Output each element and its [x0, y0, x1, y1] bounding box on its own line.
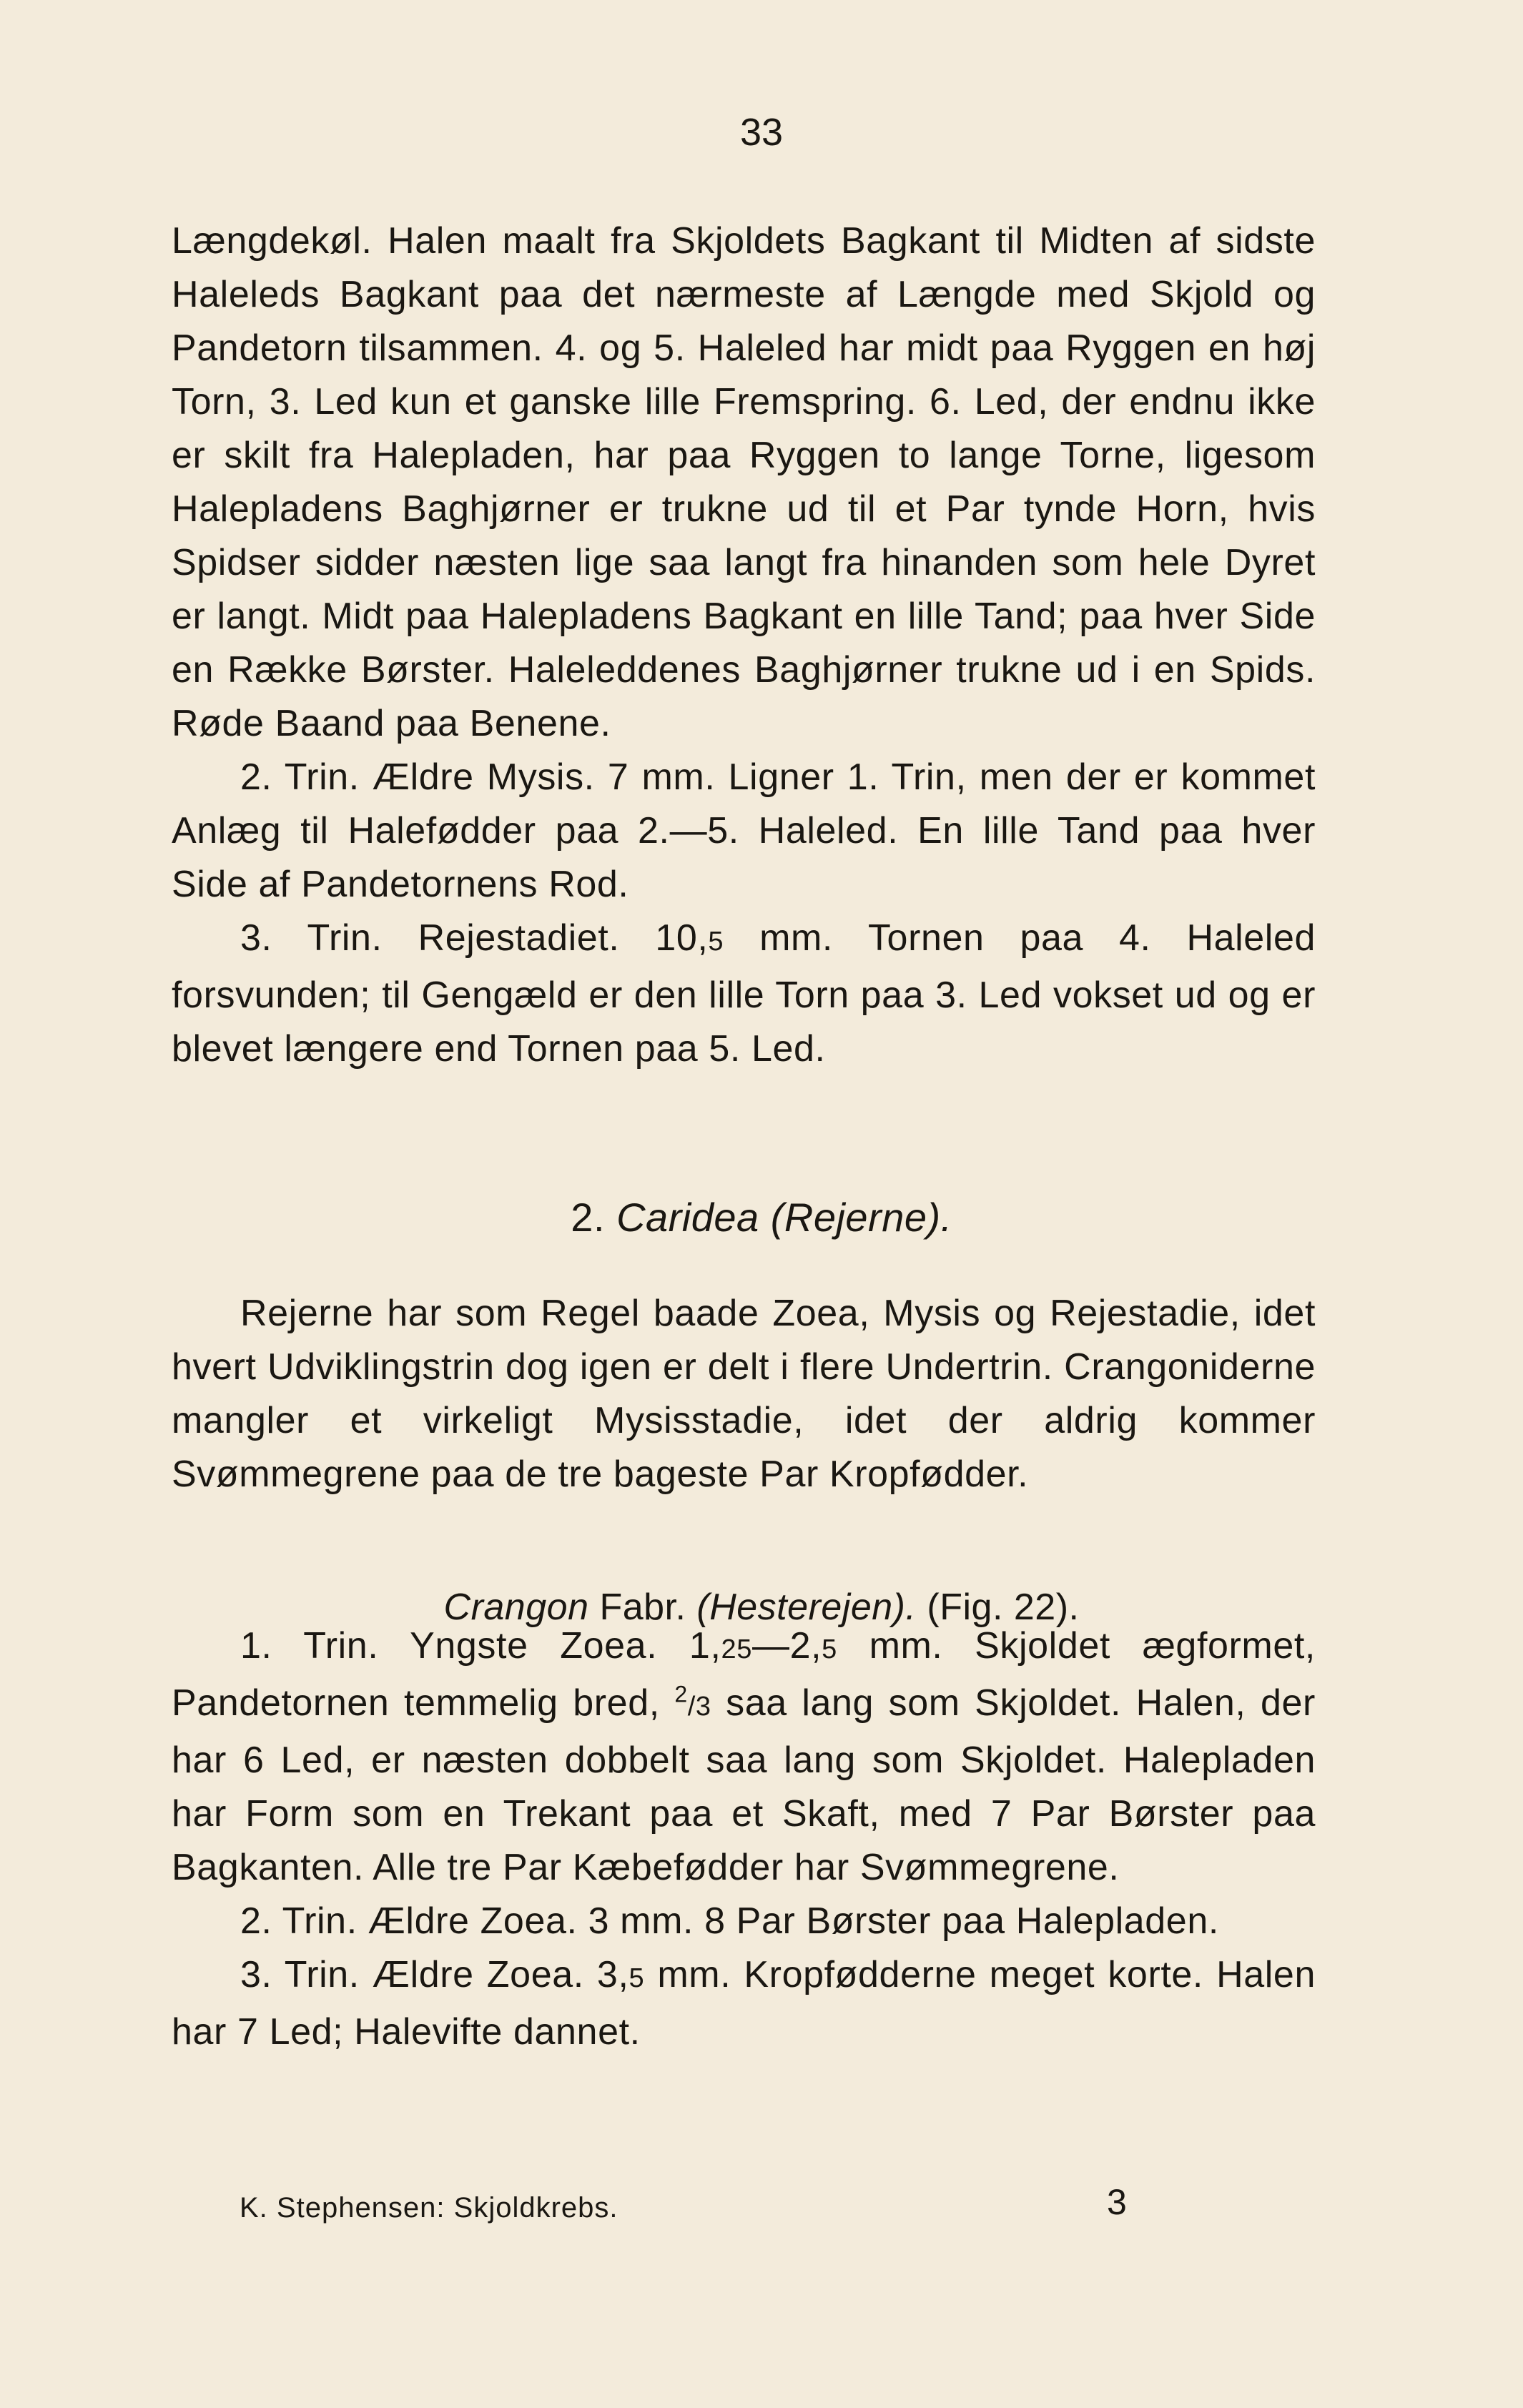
common-name: (Hesterejen).: [696, 1587, 917, 1628]
genus-name: Crangon: [443, 1587, 589, 1628]
stage-name: Ældre Zoea.: [372, 1954, 584, 1995]
stage-text-a: Skjoldet ægformet, Pandetornen temmelig bred,: [172, 1625, 1316, 1724]
stage-label: 3. Trin.: [240, 1954, 360, 1995]
section-heading: [0, 1193, 1523, 1243]
paragraph-caridea-intro: Rejerne har som Regel baade Zoea, Mysis og Rejestadie, idet hvert Udviklingstrin dog igen er delt i flere Undertrin. Crangoniderne mangler et virkeligt Mysisstadie, idet der aldrig kommer Svømmegrene paa de tre bageste Par Kropfødder.: [172, 1293, 1316, 1495]
size-b-whole: 2,: [789, 1625, 822, 1667]
section-title: Caridea (Rejerne).: [616, 1195, 952, 1240]
stage-name: Yngste Zoea.: [410, 1625, 658, 1667]
stage-size-whole: 10,: [655, 917, 709, 959]
stage-text: 7 mm. Ligner 1. Trin, men der er kommet Anlæg til Halefødder paa 2.—5. Haleled. En lille Tand paa hver Side af Pandetornens Rod.: [172, 756, 1316, 905]
footer-author: K. Stephensen: Skjoldkrebs.: [240, 2192, 618, 2224]
paragraph-stage-2-mysis: [172, 751, 1316, 912]
page-number: 33: [739, 111, 784, 154]
size-b-fraction: 5: [822, 1634, 837, 1664]
stage-name: Rejestadiet.: [418, 917, 620, 959]
stage-size-whole: 3,: [596, 1954, 629, 1995]
text-block-crangon: [172, 1619, 1316, 2059]
ratio-denominator: /3: [687, 1692, 711, 1722]
genus-author: Fabr.: [599, 1587, 686, 1628]
text-block-continuation: [172, 214, 1316, 1076]
paragraph-crangon-stage-3: [172, 1948, 1316, 2059]
stage-label: 1. Trin.: [240, 1625, 379, 1667]
stage-size-fraction: 5: [629, 1963, 645, 1993]
stage-text: mm. Tornen paa 4. Haleled forsvunden; til Gengæld er den lille Torn paa 3. Led vokset ud og er blevet længere end Tornen paa 5. Led.: [172, 917, 1316, 1070]
stage-size-fraction: 5: [708, 927, 724, 957]
figure-reference: (Fig. 22).: [927, 1587, 1080, 1628]
stage-name: Ældre Zoea.: [368, 1900, 578, 1942]
stage-text: 3 mm. 8 Par Børster paa Halepladen.: [588, 1900, 1219, 1942]
stage-label: 2. Trin.: [240, 756, 360, 798]
size-unit: mm.: [869, 1625, 943, 1667]
stage-text: mm. Kropfødderne meget korte. Halen har 7 Led; Halevifte dannet.: [172, 1954, 1316, 2053]
stage-text-b: saa lang som Skjoldet. Halen, der har 6 Led, er næsten dobbelt saa lang som Skjoldet. Halepladen har Form som en Trekant paa et Skaft, med 7 Par Børster paa Bagkanten. Alle tre Par Kæbefødder har Svømmegrene.: [172, 1682, 1316, 1888]
section-number: 2.: [571, 1195, 605, 1240]
footer-signature-mark: 3: [1107, 2182, 1127, 2222]
size-a-fraction: 25: [721, 1634, 752, 1664]
stage-label: 2. Trin.: [240, 1900, 358, 1942]
size-a-whole: 1,: [689, 1625, 721, 1667]
stage-label: 3. Trin.: [240, 917, 383, 959]
paragraph-crangon-stage-2: [172, 1895, 1316, 1948]
text-block-caridea: [172, 1287, 1316, 1501]
size-dash: —: [751, 1625, 790, 1667]
stage-name: Ældre Mysis.: [372, 756, 595, 798]
paragraph-continuation: Længdekøl. Halen maalt fra Skjoldets Bagkant til Midten af sidste Haleleds Bagkant paa det nærmeste af Længde med Skjold og Pandetorn tilsammen. 4. og 5. Haleled har midt paa Ryggen en høj Torn, 3. Led kun et ganske lille Fremspring. 6. Led, der endnu ikke er skilt fra Halepladen, har paa Ryggen to lange Torne, ligesom Halepladens Baghjørner er trukne ud til et Par tynde Horn, hvis Spidser sidder næsten lige saa langt fra hinanden som hele Dyret er langt. Midt paa Halepladens Bagkant en lille Tand; paa hver Side en Række Børster. Haleleddenes Baghjørner trukne ud i en Spids. Røde Baand paa Benene.: [172, 220, 1316, 744]
paragraph-crangon-stage-1: [172, 1619, 1316, 1895]
ratio-numerator: 2: [674, 1681, 688, 1707]
paragraph-stage-3-reje: [172, 912, 1316, 1076]
